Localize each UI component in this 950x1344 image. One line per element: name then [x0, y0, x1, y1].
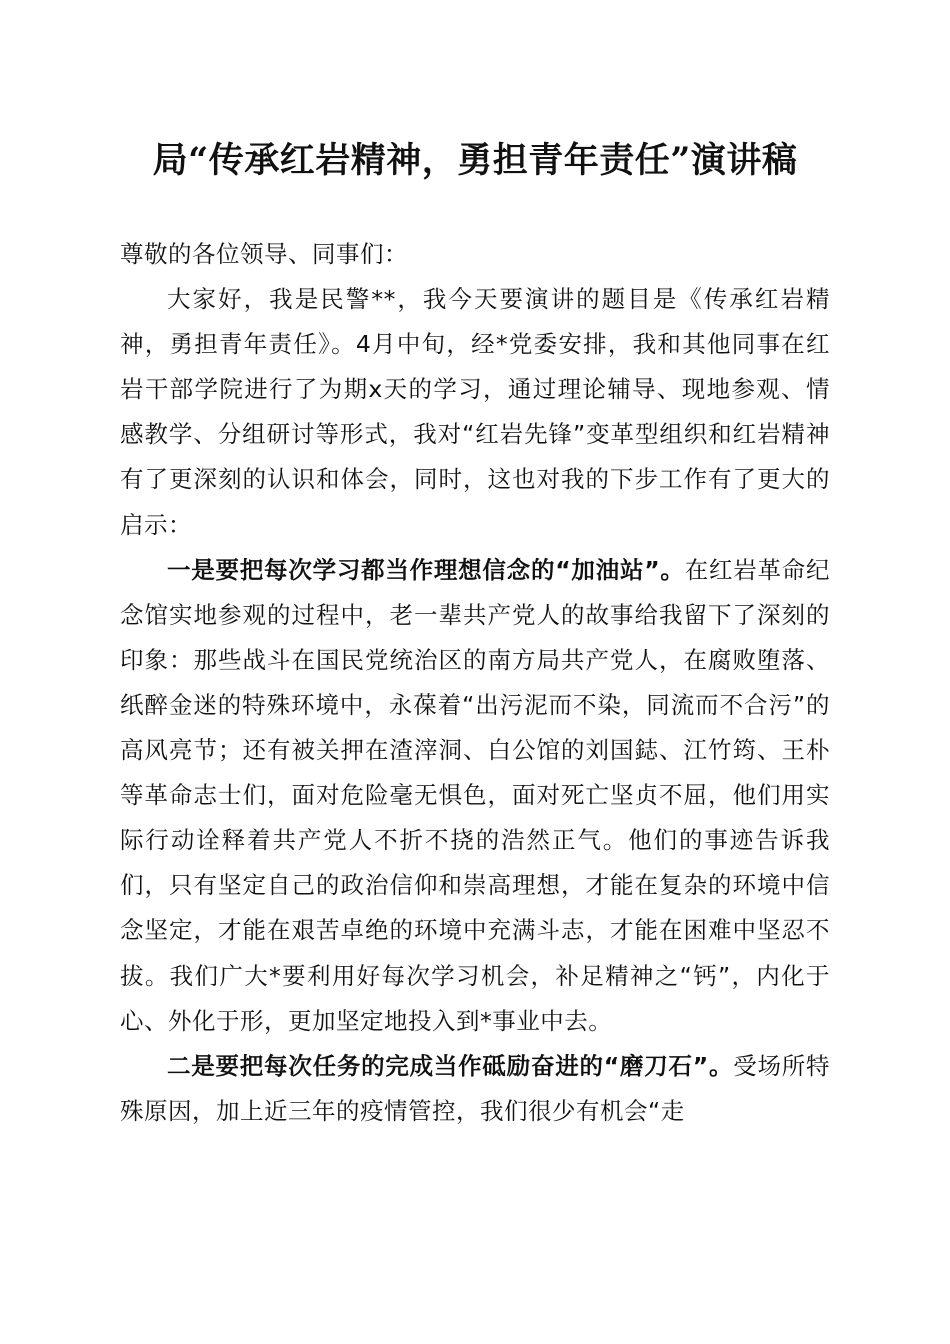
- paragraph-lead: 一是要把每次学习都当作理想信念的“加油站”。: [167, 555, 685, 584]
- paragraph-text: 在红岩革命纪念馆实地参观的过程中，老一辈共产党人的故事给我留下了深刻的印象：那些战斗在国民党统治区的南方局共产党人，在腐败堕落、纸醉金迷的特殊环境中，永葆着“出污泥而不染，同流而不合污”的高风亮节；还有被关押在渣滓洞、白公馆的刘国鋕、江竹筠、王朴等革命志士们，面对危险毫无惧色，面对死亡坚贞不屈，他们用实际行动诠释着共产党人不折不挠的浩然正气。他们的事迹告诉我们，只有坚定自己的政治信仰和崇高理想，才能在复杂的环境中信念坚定，才能在艰苦卓绝的环境中充满斗志，才能在困难中坚忍不拔。我们广大*要利用好每次学习机会，补足精神之“钙”，内化于心、外化于形，更加坚定地投入到*事业中去。: [120, 555, 831, 1035]
- document-body: [120, 232, 830, 1134]
- salutation: 尊敬的各位领导、同事们：: [120, 240, 408, 268]
- paragraph-intro: [120, 277, 830, 548]
- paragraph-point-two: [120, 1044, 830, 1134]
- paragraph-point-one: [120, 548, 830, 1044]
- paragraph-text: 大家好，我是民警**，我今天要演讲的题目是《传承红岩精神，勇担青年责任》。4月中旬，经*党委安排，我和其他同事在红岩干部学院进行了为期x天的学习，通过理论辅导、现地参观、情感教学、分组研讨等形式，我对“红岩先锋”变革型组织和红岩精神有了更深刻的认识和体会，同时，这也对我的下步工作有了更大的启示：: [120, 285, 830, 539]
- document-title: 局“传承红岩精神，勇担青年责任”演讲稿: [152, 140, 798, 181]
- paragraph-lead: 二是要把每次任务的完成当作砥励奋进的“磨刀石”。: [167, 1051, 734, 1080]
- paragraph-text: 受场所特殊原因，加上近三年的疫情管控，我们很少有机会“走: [120, 1051, 831, 1125]
